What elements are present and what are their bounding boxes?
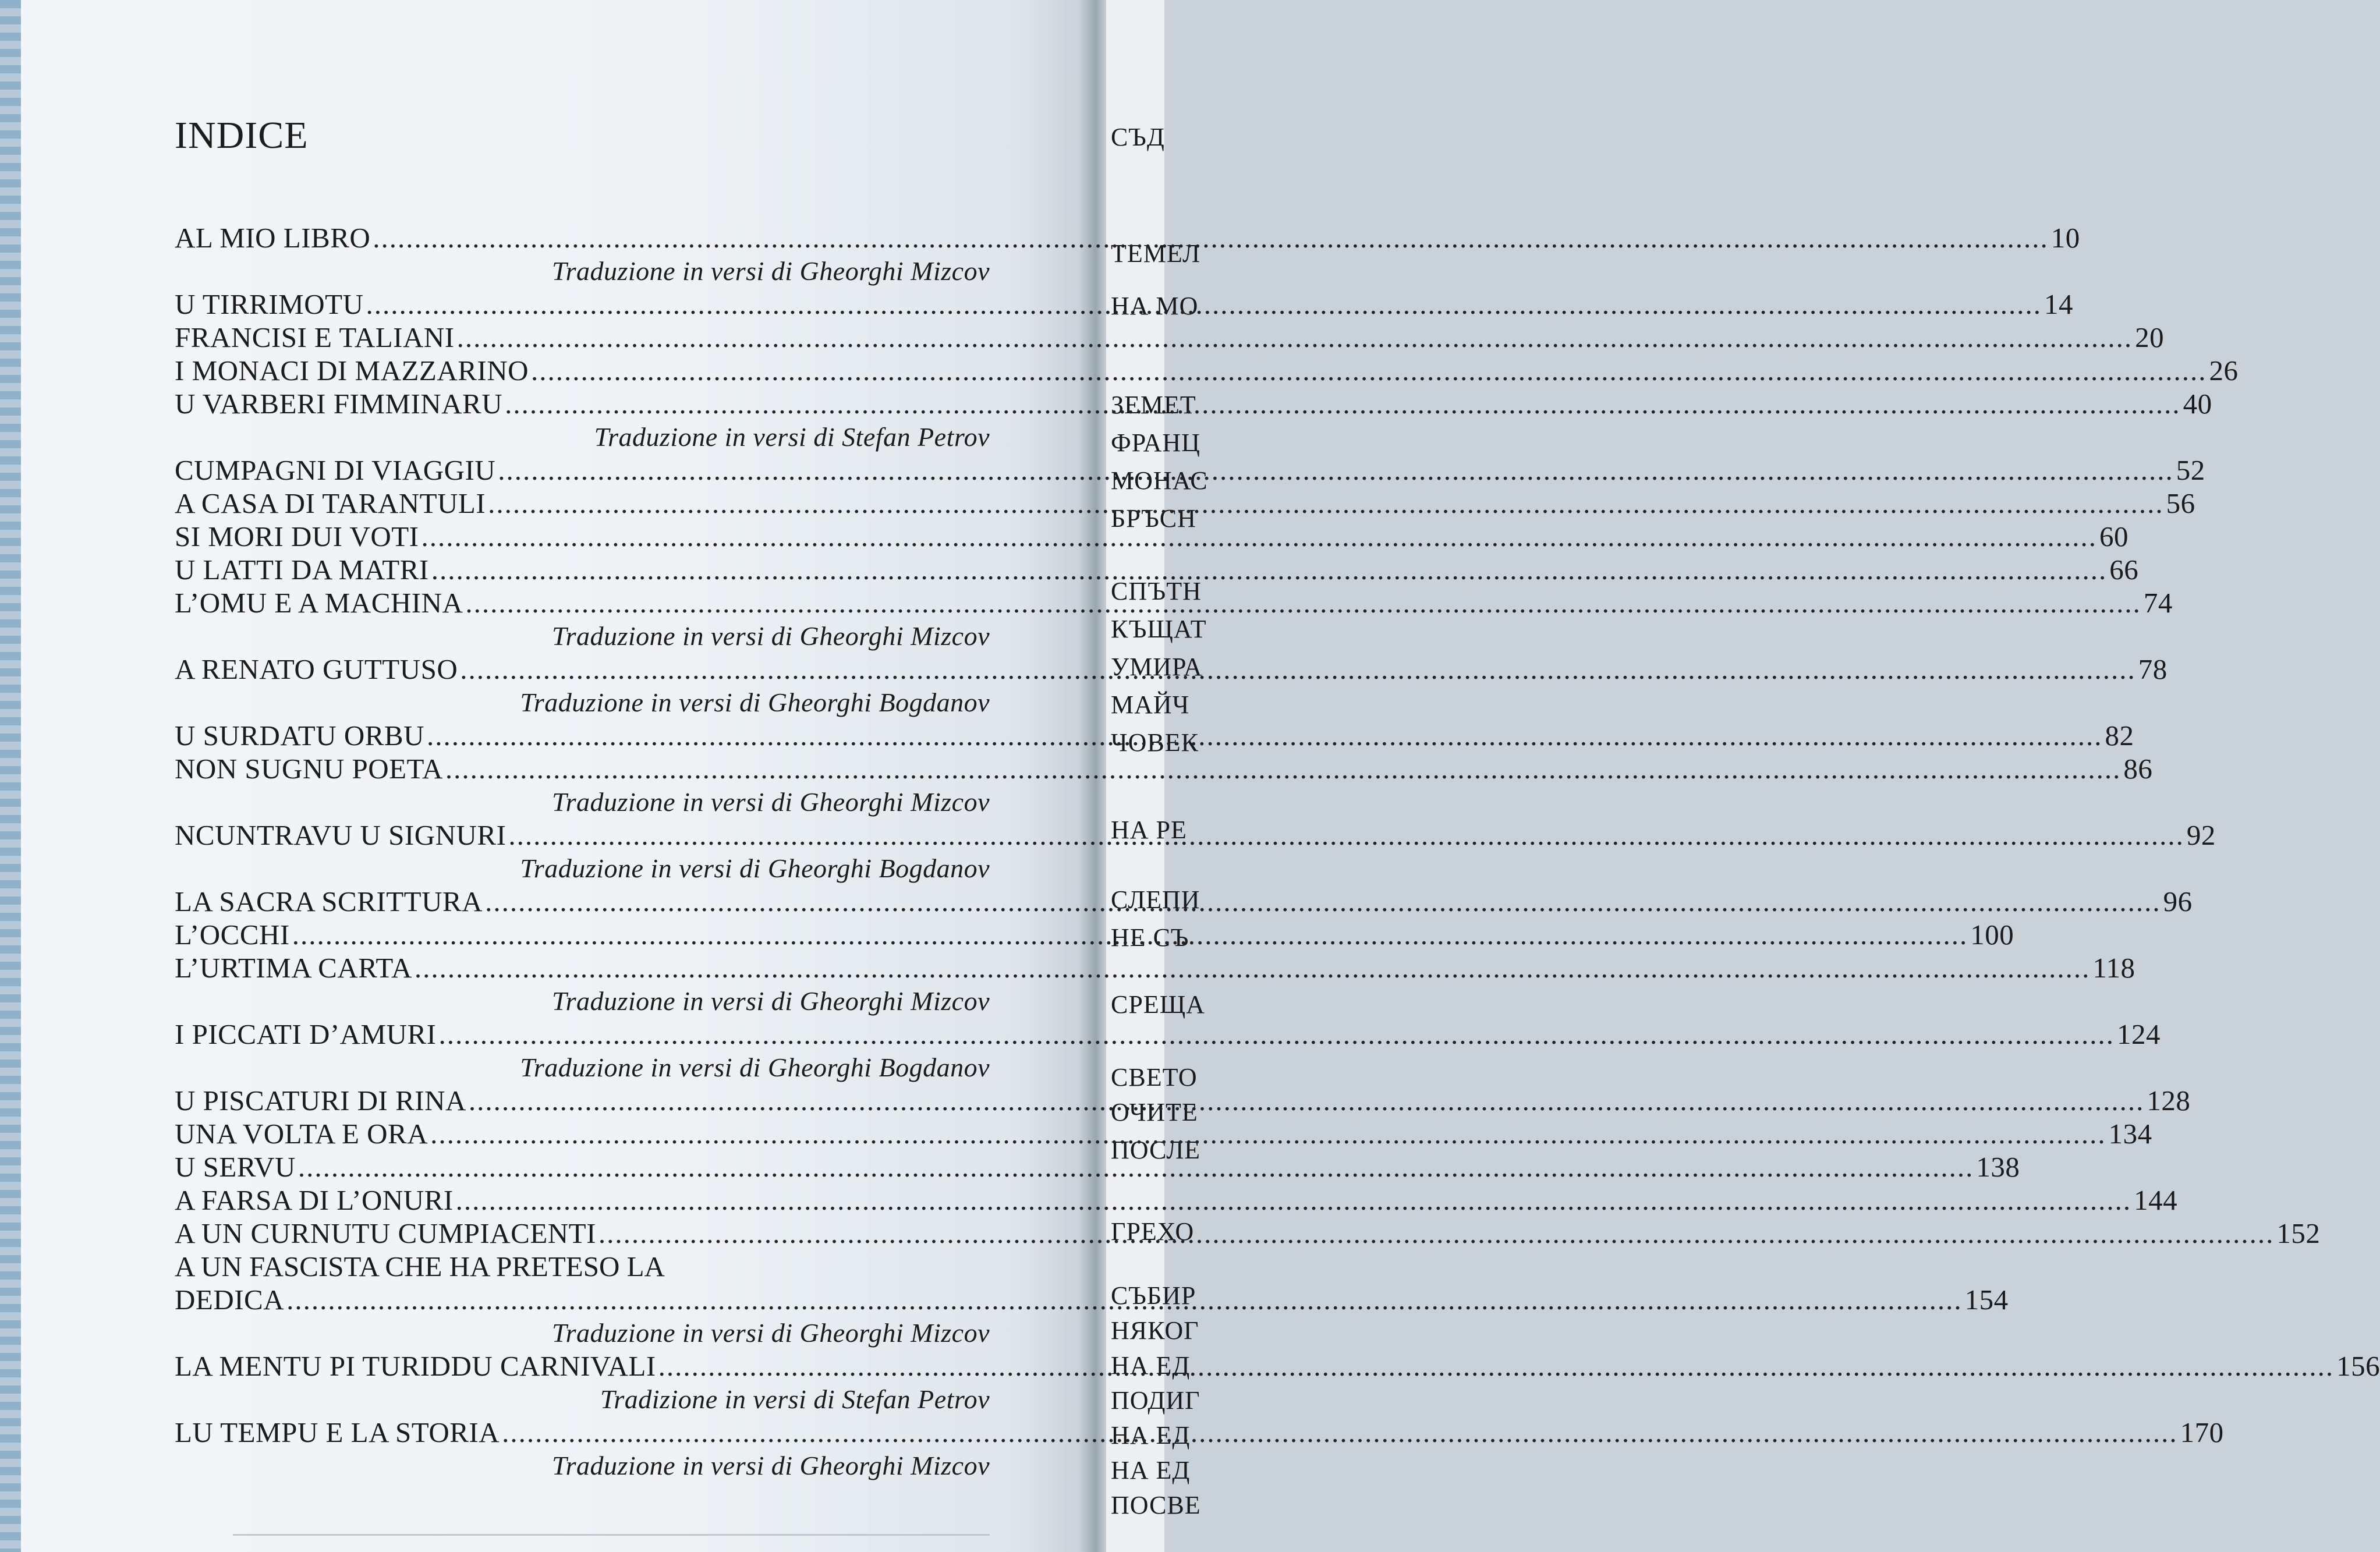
right-page-text-fragment: НА МО: [1111, 292, 1199, 320]
adjacent-book-edge: [0, 0, 21, 1552]
right-page-text-fragment: ТЕМЕЛ: [1111, 239, 1201, 268]
toc-entry-page-number: 52: [2176, 454, 2205, 486]
toc-entry-title: SI MORI DUI VOTI: [175, 520, 419, 552]
toc-entry-page-number: 82: [2105, 720, 2134, 752]
toc-entry-title-line: A UN FASCISTA CHE HA PRETESO LA: [175, 1250, 665, 1282]
right-page-text-fragment: НЕ СЪ: [1111, 923, 1189, 952]
toc-entry-page-number: 14: [2043, 288, 2073, 320]
toc-entry-page-number: 124: [2117, 1018, 2161, 1050]
toc-entry-page-number: 10: [2050, 222, 2080, 254]
translator-credit: Traduzione in versi di Gheorghi Bogdanov: [520, 853, 990, 883]
toc-entry-title: A UN CURNUTU CUMPIACENTI: [175, 1217, 596, 1249]
toc-entry-page-number: 152: [2276, 1217, 2321, 1249]
dot-leader: [488, 487, 2164, 520]
toc-entry-title: L’URTIMA CARTA: [175, 952, 412, 984]
toc-entry: [175, 752, 2153, 785]
right-page-text-fragment: МАЙЧ: [1111, 690, 1190, 719]
toc-entry-title: U LATTI DA MATRI: [175, 554, 429, 586]
toc-entry-title: FRANCISI E TALIANI: [175, 321, 455, 353]
right-page-text-fragment: БРЪСН: [1111, 504, 1196, 533]
toc-entry-title: I MONACI DI MAZZARINO: [175, 355, 529, 387]
dot-leader: [415, 951, 2091, 984]
toc-entry-page-number: 156: [2336, 1350, 2380, 1382]
dot-leader: [439, 1018, 2115, 1051]
right-page-text-fragment: НА РЕ: [1111, 816, 1187, 844]
dot-leader: [508, 818, 2184, 852]
translator-credit: Traduzione in versi di Gheorghi Bogdanov: [520, 688, 990, 717]
translator-credit: Traduzione in versi di Gheorghi Mizcov: [552, 986, 990, 1016]
right-page-text-fragment: ПОСЛЕ: [1111, 1136, 1201, 1164]
toc-entry-title: NCUNTRAVU U SIGNURI: [175, 819, 507, 851]
toc-entry-title: LA SACRA SCRITTURA: [175, 885, 483, 917]
toc-entry-page-number: 66: [2109, 554, 2139, 586]
toc-entry-title: LU TEMPU E LA STORIA: [175, 1416, 500, 1448]
dot-leader: [286, 1283, 1963, 1316]
toc-entry-title: I PICCATI D’AMURI: [175, 1018, 437, 1050]
dot-leader: [469, 1084, 2145, 1117]
toc-entry-title: DEDICA: [175, 1284, 285, 1316]
toc-entry: [175, 1184, 2178, 1217]
right-page-text-fragment: ПОСВЕ: [1111, 1491, 1201, 1519]
dot-leader: [292, 918, 1968, 951]
translator-credit: Traduzione in versi di Gheorghi Mizcov: [552, 256, 990, 286]
dot-leader: [505, 387, 2181, 420]
right-page-text-fragment: ГРЕХО: [1111, 1217, 1195, 1246]
dot-leader: [298, 1150, 1974, 1184]
translator-credit: Traduzione in versi di Stefan Petrov: [594, 422, 990, 452]
translator-credit: Traduzione in versi di Gheorghi Mizcov: [552, 1318, 990, 1348]
right-page-text-fragment: НА ЕД: [1111, 1351, 1191, 1380]
dot-leader: [498, 453, 2174, 487]
dot-leader: [373, 221, 2049, 254]
toc-entry-page-number: 26: [2209, 355, 2239, 387]
toc-entry-page-number: 118: [2092, 952, 2135, 984]
toc-entry-title: U SURDATU ORBU: [175, 720, 425, 752]
toc-entry-page-number: 86: [2123, 753, 2153, 785]
toc-entry-page-number: 138: [1976, 1151, 2020, 1183]
right-page-text-fragment: НЯКОГ: [1111, 1316, 1199, 1345]
dot-leader: [422, 520, 2098, 553]
dot-leader: [658, 1349, 2335, 1383]
toc-entry-title: U SERVU: [175, 1151, 296, 1183]
dot-leader: [502, 1416, 2178, 1449]
right-page-text-fragment: КЪЩАТ: [1111, 615, 1207, 643]
right-page-text-fragment: ПОДИГ: [1111, 1386, 1200, 1415]
translator-credit: Traduzione in versi di Gheorghi Mizcov: [552, 621, 990, 651]
right-page-text-fragment: НА ЕД: [1111, 1456, 1191, 1484]
toc-entry: [175, 354, 2239, 387]
toc-entry-page-number: 78: [2138, 653, 2168, 685]
toc-entry-title: L’OMU E A MACHINA: [175, 587, 463, 619]
translator-credit: Traduzione in versi di Gheorghi Bogdanov: [520, 1053, 990, 1082]
translator-credit: Traduzione in versi di Gheorghi Mizcov: [552, 787, 990, 817]
dot-leader: [427, 719, 2103, 752]
toc-entry-page-number: 128: [2147, 1085, 2191, 1117]
right-page-text-fragment: СПЪТН: [1111, 577, 1202, 605]
toc-entry-page-number: 96: [2163, 885, 2193, 917]
toc-entry: [175, 520, 2128, 553]
toc-entry-title: CUMPAGNI DI VIAGGIU: [175, 454, 496, 486]
index-heading: INDICE: [175, 114, 309, 157]
toc-entry-page-number: 56: [2166, 487, 2195, 519]
toc-entry-title: U VARBERI FIMMINARU: [175, 388, 503, 420]
right-page-text-fragment: СЪБИР: [1111, 1281, 1196, 1310]
right-page-text-fragment: ОЧИТЕ: [1111, 1098, 1198, 1126]
translator-credit: Traduzione in versi di Gheorghi Mizcov: [552, 1451, 990, 1480]
right-page-text-fragment: УМИРА: [1111, 653, 1203, 681]
dot-leader: [465, 586, 2141, 619]
toc-entry-title: UNA VOLTA E ORA: [175, 1118, 428, 1150]
translator-credit: Tradizione in versi di Stefan Petrov: [600, 1384, 990, 1414]
toc-entry-title: LA MENTU PI TURIDDU CARNIVALI: [175, 1350, 656, 1382]
toc-entry: [175, 321, 2165, 354]
dot-leader: [457, 321, 2133, 354]
toc-entry-page-number: 154: [1964, 1284, 2009, 1316]
dot-leader: [366, 288, 2042, 321]
dot-leader: [531, 354, 2207, 387]
toc-entry-title: NON SUGNU POETA: [175, 753, 443, 785]
toc-entry-page-number: 100: [1970, 919, 2014, 951]
toc-entry-page-number: 134: [2108, 1118, 2152, 1150]
toc-entry-page-number: 20: [2135, 321, 2165, 353]
toc-entry-title: U TIRRIMOTU: [175, 288, 364, 320]
right-page-text-fragment: СЪД: [1111, 123, 1165, 151]
toc-entry: [175, 951, 2135, 984]
dot-leader: [431, 553, 2108, 586]
dot-leader: [460, 653, 2136, 686]
toc-entry-page-number: 170: [2180, 1416, 2224, 1448]
right-page-text-fragment: ЗЕМЕТ: [1111, 391, 1196, 419]
toc-entry-title: L’OCCHI: [175, 919, 290, 951]
dot-leader: [430, 1117, 2106, 1150]
toc-entry-page-number: 40: [2183, 388, 2212, 420]
right-page-text-fragment: СЛЕПИ: [1111, 885, 1200, 914]
toc-entry-page-number: 60: [2099, 520, 2128, 552]
toc-entry-title: A CASA DI TARANTULI: [175, 487, 486, 519]
toc-entry: [175, 1018, 2161, 1051]
dot-leader: [598, 1217, 2275, 1250]
dot-leader: [456, 1184, 2132, 1217]
toc-entry-page-number: 92: [2186, 819, 2216, 851]
toc-entry-page-number: 144: [2134, 1184, 2178, 1216]
toc-entry: [175, 553, 2139, 586]
toc-entry-title: AL MIO LIBRO: [175, 222, 371, 254]
toc-entry-page-number: 74: [2143, 587, 2173, 619]
right-page-text-fragment: ФРАНЦ: [1111, 428, 1200, 457]
dot-leader: [445, 752, 2122, 785]
dot-leader: [485, 885, 2161, 918]
right-page-text-fragment: ЧОВЕК: [1111, 728, 1199, 757]
toc-entry-title: A RENATO GUTTUSO: [175, 653, 458, 685]
toc-entry-title: A FARSA DI L’ONURI: [175, 1184, 454, 1216]
toc-entry-title: U PISCATURI DI RINA: [175, 1085, 466, 1117]
right-page-text-fragment: СВЕТО: [1111, 1063, 1198, 1092]
right-page-text-fragment: СРЕЩА: [1111, 990, 1205, 1019]
right-page-text-fragment: МОНАС: [1111, 466, 1208, 495]
right-page-text-fragment: НА ЕД: [1111, 1421, 1191, 1450]
bottom-rule: [233, 1534, 990, 1536]
